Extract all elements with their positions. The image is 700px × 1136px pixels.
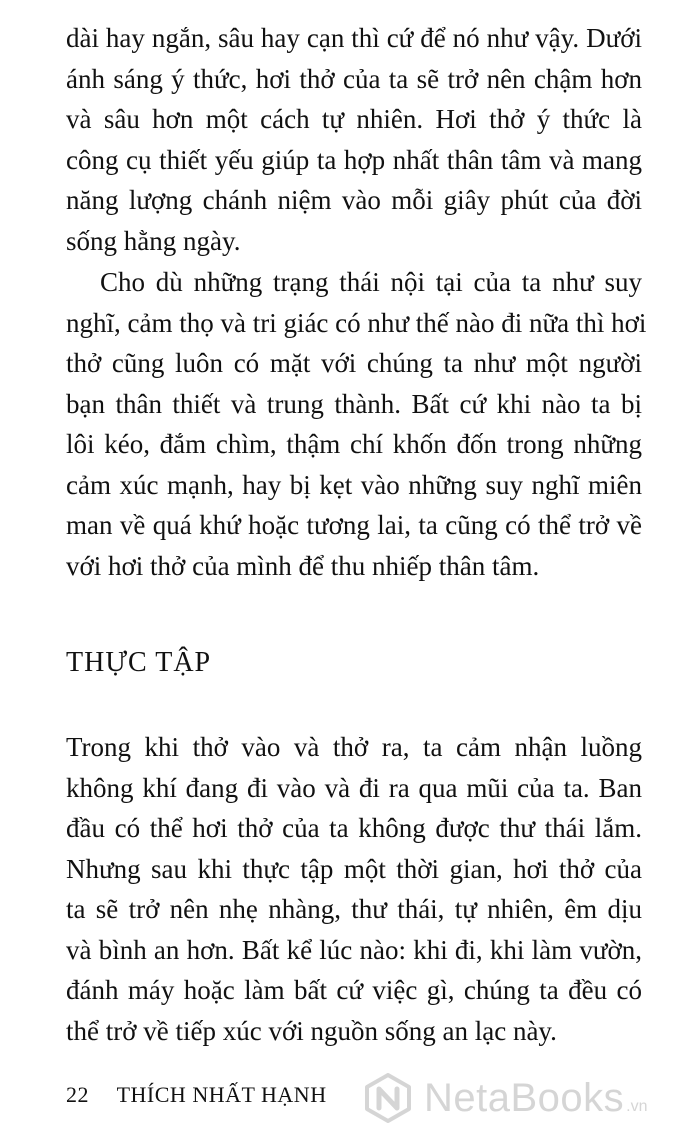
text-line: nghĩ, cảm thọ và tri giác có như thế nào đi nữa thì hơi	[66, 307, 647, 338]
text-line: đầu có thể hơi thở của ta không được thư thái lắm.	[66, 813, 642, 843]
page-number: 22	[66, 1082, 89, 1107]
text-line: Nhưng sau khi thực tập một thời gian, hơi thở của	[66, 853, 642, 884]
netabooks-logo-icon	[362, 1072, 414, 1124]
watermark-brand: NetaBooks	[424, 1075, 625, 1120]
text-line: dài hay ngắn, sâu hay cạn thì cứ để nó như vậy. Dưới	[66, 23, 642, 53]
watermark-tld: .vn	[626, 1098, 648, 1115]
text-line: với hơi thở của mình để thu nhiếp thân tâm.	[66, 550, 540, 581]
paragraph-3	[66, 727, 642, 1051]
text-line: thể trở về tiếp xúc với nguồn sống an lạc này.	[66, 1015, 557, 1046]
text-line: ta sẽ trở nên nhẹ nhàng, thư thái, tự nhiên, êm dịu	[66, 894, 642, 924]
text-line: sống hằng ngày.	[66, 225, 241, 256]
footer-author: THÍCH NHẤT HẠNH	[116, 1082, 327, 1107]
text-line: cảm xúc mạnh, hay bị kẹt vào những suy nghĩ miên	[66, 469, 642, 500]
text-line: năng lượng chánh niệm vào mỗi giây phút của đời	[66, 185, 642, 215]
text-line: và sâu hơn một cách tự nhiên. Hơi thở ý thức là	[66, 104, 642, 134]
text-line: Cho dù những trạng thái nội tại của ta như suy	[100, 267, 642, 297]
text-line: đánh máy hoặc làm bất cứ việc gì, chúng ta đều có	[66, 975, 642, 1005]
page-footer	[66, 1082, 327, 1108]
text-line: công cụ thiết yếu giúp ta hợp nhất thân tâm và mang	[66, 144, 642, 175]
text-line: lôi kéo, đắm chìm, thậm chí khốn đốn trong những	[66, 429, 642, 459]
section-heading: THỰC TẬP	[66, 647, 212, 678]
text-line: thở cũng luôn có mặt với chúng ta như một người	[66, 348, 642, 378]
text-line: không khí đang đi vào và đi ra qua mũi của ta. Ban	[66, 772, 642, 803]
text-line: ánh sáng ý thức, hơi thở của ta sẽ trở nên chậm hơn	[66, 63, 642, 94]
watermark	[362, 1066, 648, 1130]
text-line: Trong khi thở vào và thở ra, ta cảm nhận luồng	[66, 732, 642, 762]
paragraph-2	[66, 262, 647, 586]
text-line: và bình an hơn. Bất kể lúc nào: khi đi, khi làm vườn,	[66, 934, 642, 965]
paragraph-1	[66, 18, 642, 261]
text-line: bạn thân thiết và trung thành. Bất cứ khi nào ta bị	[66, 388, 642, 419]
text-line: man về quá khứ hoặc tương lai, ta cũng có thể trở về	[66, 510, 642, 540]
